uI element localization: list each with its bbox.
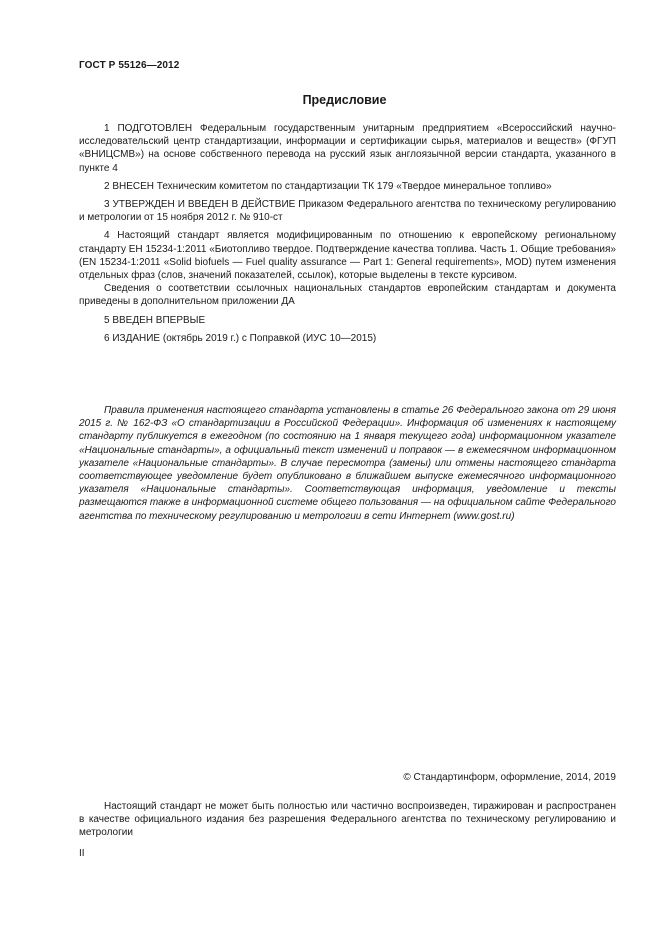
application-rules-notice: Правила применения настоящего стандарта установлены в статье 26 Федерального закона от 29 июня 2015 г. № 162-ФЗ «О стандартизации в Российской Федерации». Информация об изменениях к настоящему стандарту публикуется в ежегодном (по состоянию на 1 января текущего года) информационном указателе «Национальные стандарты», а официальный текст изменений и поправок — в ежемесячном информационном указателе «Национальные стандарты». В случае пересмотра (замены) или отмены настоящего стандарта соответствующее уведомление будет опубликовано в ближайшем выпуске ежемесячного информационного указателя «Национальные стандарты». Соответствующая информация, уведомление и тексты размещаются также в информационной системе общего пользования — на официальном сайте Федерального агентства по техническому регулированию и метрологии в сети Интернет (www.gost.ru) xyxy=(79,405,616,522)
paragraph-modified-standard: 4 Настоящий стандарт является модифицированным по отношению к европейскому региональному стандарту ЕН 15234-1:2011 «Биотопливо твердое. Подтверждение качества топлива. Часть 1. Общие требования» (EN 15234-1:2011 «Solid biofuels — Fuel quality assurance — Part 1: General requirements», MOD) путем изменения отдельных фраз (слов, значений показателей, ссылок), которые выделены в тексте курсивом. xyxy=(79,230,616,282)
paragraph-references-info: Сведения о соответствии ссылочных национальных стандартов европейским стандартам и документа приведены в дополнительном приложении ДА xyxy=(79,283,616,308)
paragraph-prepared-by: 1 ПОДГОТОВЛЕН Федеральным государственным унитарным предприятием «Всероссийский научно-исследовательский центр стандартизации, информации и сертификации сырья, материалов и веществ» (ФГУП «ВНИЦСМВ») на основе собственного перевода на русский язык англоязычной версии стандарта, указанного в пункте 4 xyxy=(79,123,616,174)
reproduction-notice: Настоящий стандарт не может быть полностью или частично воспроизведен, тиражирован и распространен в качестве официального издания без разрешения Федерального агентства по техническому регулированию и метрологии xyxy=(79,801,616,839)
paragraph-first-introduced: 5 ВВЕДЕН ВПЕРВЫЕ xyxy=(104,314,206,326)
page-title: Предисловие xyxy=(302,93,387,107)
paragraph-edition: 6 ИЗДАНИЕ (октябрь 2019 г.) с Поправкой (ИУС 10—2015) xyxy=(104,332,377,344)
foreword-body xyxy=(79,122,616,345)
standard-code: ГОСТ Р 55126—2012 xyxy=(79,60,180,71)
paragraph-submitted-by: 2 ВНЕСЕН Техническим комитетом по стандартизации ТК 179 «Твердое минеральное топливо» xyxy=(104,180,552,192)
copyright-line: © Стандартинформ, оформление, 2014, 2019 xyxy=(403,772,616,783)
paragraph-approved: 3 УТВЕРЖДЕН И ВВЕДЕН В ДЕЙСТВИЕ Приказом Федерального агентства по техническому регулированию и метрологии от 15 ноября 2012 г. № 910-ст xyxy=(79,199,616,224)
page-number: II xyxy=(79,848,85,859)
